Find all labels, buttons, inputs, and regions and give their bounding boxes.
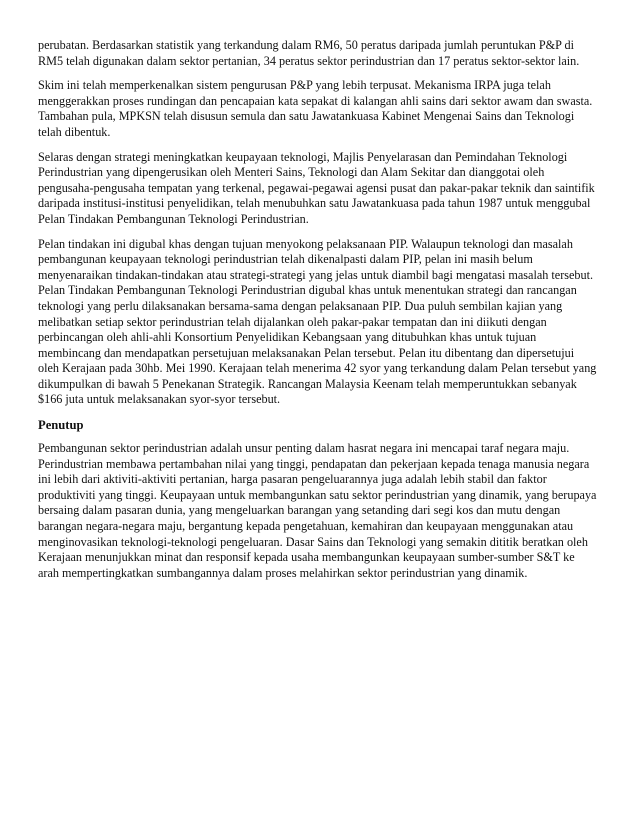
paragraph-technology-council: Selaras dengan strategi meningkatkan keupayaan teknologi, Majlis Penyelarasan dan Pemindahan Teknologi Perindustrian yang dipengerusikan oleh Menteri Sains, Teknologi dan Alam Sekitar dan dianggotai oleh pengusaha-pengusaha tempatan yang terkenal, pegawai-pegawai agensi pusat dan pakar-pakar teknik dan saintifik daripada institusi-institusi penyelidikan, telah menubuhkan satu Jawatankuasa pada tahun 1987 untuk menggubal Pelan Tindakan Pembangunan Teknologi Perindustrian. — [38, 149, 595, 226]
document-page — [38, 38, 598, 590]
paragraph-conclusion: Pembangunan sektor perindustrian adalah unsur penting dalam hasrat negara ini mencapai taraf negara maju. Perindustrian membawa pertambahan nilai yang tinggi, pendapatan dan pekerjaan kepada tenaga manusia negara ini lebih dari aktiviti-aktiviti pertanian, harga pasaran pengeluarannya juga adalah lebih stabil dan faktor produktiviti yang tinggi. Keupayaan untuk membangunkan satu sektor perindustrian yang dinamik, yang berupaya bersaing dalam pasaran dunia, yang mengeluarkan barangan yang setanding dari segi kos dan mutu dengan barangan negara-negara maju, bergantung kepada pengetahuan, kemahiran dan keupayaan menggunakan atau menginovasikan teknologi-teknologi pengeluaran. Dasar Sains dan Teknologi yang semakin dititik beratkan oleh Kerajaan menunjukkan minat dan responsif kepada usaha membangunkan keupayaan sumber-sumber S&T ke arah mempertingkatkan sumbangannya dalam proses melahirkan sektor perindustrian yang dinamik. — [38, 441, 597, 580]
paragraph-action-plan: Pelan tindakan ini digubal khas dengan tujuan menyokong pelaksanaan PIP. Walaupun teknologi dan masalah pembangunan keupayaan teknologi perindustrian telah dikenalpasti dalam PIP, pelan ini masih belum menyenaraikan tindakan-tindakan atau strategi-strategi yang jelas untuk diambil bagi mengatasi masalah tersebut. Pelan Tindakan Pembangunan Teknologi Perindustrian digubal khas untuk menentukan strategi dan rancangan teknologi yang perlu dilaksanakan bersama-sama dengan pelaksanaan PIP. Dua puluh sembilan kajian yang melibatkan setiap sektor perindustrian telah dijalankan oleh pakar-pakar tempatan dan ini diikuti dengan perbincangan oleh ahli-ahli Konsortium Penyelidikan Kebangsaan yang ditubuhkan khas untuk tujuan membincang dan mendapatkan persetujuan melaksanakan Pelan tersebut. Pelan itu dibentang dan dipersetujui oleh Kerajaan pada 30hb. Mei 1990. Kerajaan telah menerima 42 syor yang terkandung dalam Pelan tersebut yang dikumpulkan di bawah 5 Penekanan Strategik. Rancangan Malaysia Keenam telah memperuntukkan sebanyak $166 juta untuk melaksanakan syor-syor tersebut. — [38, 236, 597, 407]
paragraph-rm5-allocation: perubatan. Berdasarkan statistik yang terkandung dalam RM6, 50 peratus daripada jumlah peruntukan P&P di RM5 telah digunakan dalam sektor pertanian, 34 peratus sektor perindustrian dan 17 peratus sektor-sektor lain. — [38, 38, 580, 68]
paragraph-irpa-scheme: Skim ini telah memperkenalkan sistem pengurusan P&P yang lebih terpusat. Mekanisma IRPA juga telah menggerakkan proses rundingan dan pencapaian kata sepakat di kalangan ahli sains dari sektor awam dan swasta. Tambahan pula, MPKSN telah disusun semula dan satu Jawatankuasa Kabinet Mengenai Sains dan Teknologi telah dibentuk. — [38, 78, 593, 139]
section-heading-penutup: Penutup — [38, 418, 84, 433]
